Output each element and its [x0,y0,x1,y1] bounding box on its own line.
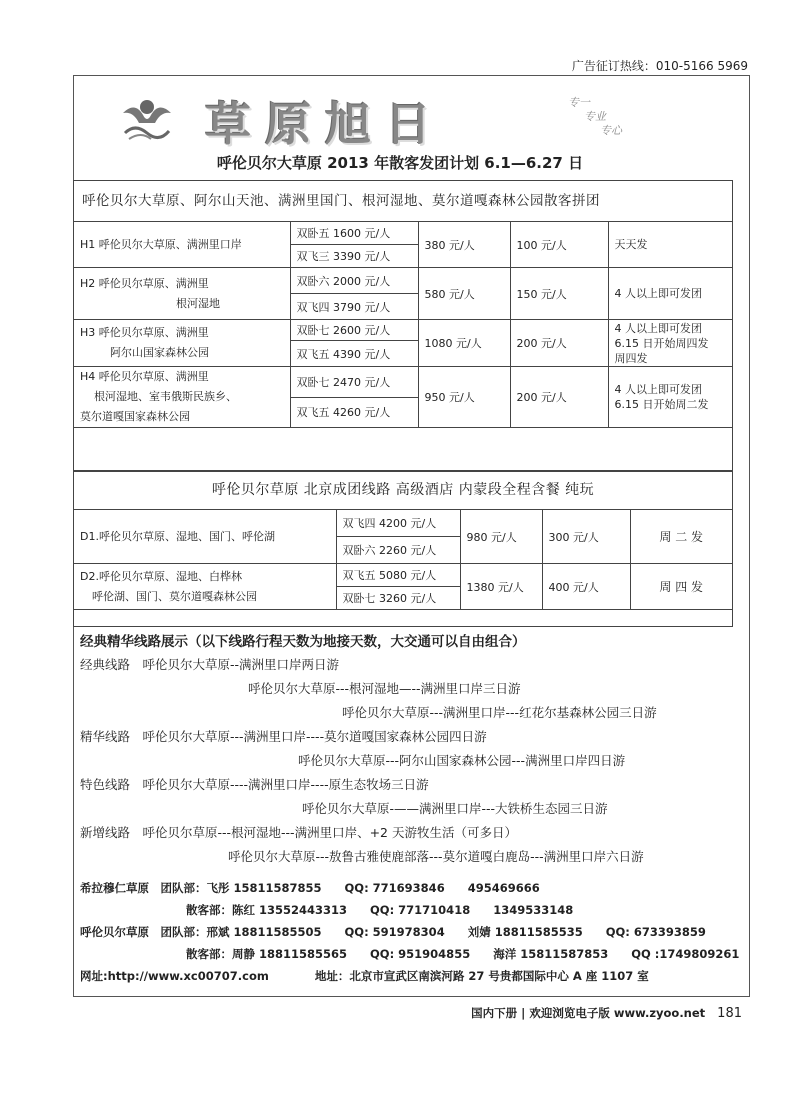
list-item: 呼伦贝尔大草原-——满洲里口岸---大铁桥生态园三日游 [302,801,608,816]
local-price: 950 元/人 [418,367,510,428]
extra-price: 150 元/人 [510,268,608,320]
route-table [74,510,732,610]
price-cell: 双飞五 4390 元/人 [290,341,418,367]
departure-note: 4 人以上即可发团 6.15 日开始周四发 周四发 [608,320,732,367]
local-price: 980 元/人 [460,510,542,564]
price-cell: 双卧七 2470 元/人 [290,367,418,398]
extra-price: 200 元/人 [510,320,608,367]
route-name: H1 呼伦贝尔大草原、满洲里口岸 [74,222,290,268]
local-price: 380 元/人 [418,222,510,268]
departure-note: 4 人以上即可发团 6.15 日开始周二发 [608,367,732,428]
table-row [74,320,732,341]
route-name: H2 呼伦贝尔草原、满洲里 根河湿地 [74,268,290,320]
contact-line: 散客部：周静 18811585565 QQ: 951904855 海洋 15811587853 QQ :1749809261 [186,947,740,961]
contact-line: 呼伦贝尔草原 团队部：邢斌 18811585505 QQ: 591978304 刘婧 18811585535 QQ: 673393859 [80,925,706,939]
plan-title: 呼伦贝尔大草原 2013 年散客发团计划 6.1—6.27 日 [216,154,584,172]
price-cell: 双飞五 5080 元/人 [336,564,460,587]
classic-routes-title: 经典精华线路展示（以下线路行程天数为地接天数，大交通可以自由组合） [80,634,526,650]
price-cell: 双飞四 3790 元/人 [290,294,418,320]
list-item: 经典线路 呼伦贝尔大草原--满洲里口岸两日游 [80,657,340,672]
table-row [74,564,732,587]
route-name: H3 呼伦贝尔草原、满洲里 阿尔山国家森林公园 [74,320,290,367]
price-cell: 双飞四 4200 元/人 [336,510,460,537]
list-item: 新增线路 呼伦贝尔草原---根河湿地---满洲里口岸、+2 天游牧生活（可多日） [80,825,517,840]
list-item: 特色线路 呼伦贝尔大草原----满洲里口岸----原生态牧场三日游 [80,777,429,792]
extra-price: 200 元/人 [510,367,608,428]
list-item: 呼伦贝尔大草原---根河湿地—--满洲里口岸三日游 [248,681,521,696]
price-cell: 双飞三 3390 元/人 [290,245,418,268]
route-name: D2.呼伦贝尔草原、湿地、白桦林 呼伦湖、国门、莫尔道嘎森林公园 [74,564,336,610]
extra-price: 100 元/人 [510,222,608,268]
price-cell: 双卧七 3260 元/人 [336,587,460,610]
ad-hotline: 广告征订热线：010-5166 5969 [571,59,748,73]
table-row [74,510,732,537]
logo-emblem-icon [115,93,179,145]
beijing-tour-heading: 呼伦贝尔草原 北京成团线路 高级酒店 内蒙段全程含餐 纯玩 [74,471,732,510]
slogan-line: 专心 [600,124,622,137]
local-price: 1380 元/人 [460,564,542,610]
table-row [74,367,732,398]
extra-price: 400 元/人 [542,564,630,610]
route-table [74,222,732,428]
list-item: 呼伦贝尔大草原---满洲里口岸---红花尔基森林公园三日游 [342,705,657,720]
group-tour-table [73,180,733,472]
footer-text: 国内下册 | 欢迎浏览电子版 www.zyoo.net [471,1006,706,1020]
list-item: 呼伦贝尔大草原---敖鲁古雅使鹿部落---莫尔道嘎白鹿岛---满洲里口岸六日游 [228,849,644,864]
departure-note: 天天发 [608,222,732,268]
price-cell: 双卧六 2260 元/人 [336,537,460,564]
slogan-line: 专业 [584,110,606,123]
local-price: 580 元/人 [418,268,510,320]
logo-area [105,88,665,150]
departure-note: 4 人以上即可发团 [608,268,732,320]
list-item: 呼伦贝尔大草原---阿尔山国家森林公园---满洲里口岸四日游 [298,753,626,768]
departure-note: 周 四 发 [630,564,732,610]
slogan-line: 专一 [568,96,590,109]
price-cell: 双卧七 2600 元/人 [290,320,418,341]
table-row [74,222,732,245]
page-footer [471,1005,742,1021]
price-cell: 双飞五 4260 元/人 [290,397,418,428]
beijing-tour-table [73,470,733,627]
list-item: 精华线路 呼伦贝尔大草原---满洲里口岸----莫尔道嘎国家森林公园四日游 [80,729,487,744]
brand-slogan [568,96,622,138]
price-cell: 双卧五 1600 元/人 [290,222,418,245]
table-row [74,268,732,294]
local-price: 1080 元/人 [418,320,510,367]
group-tour-heading: 呼伦贝尔大草原、阿尔山天池、满洲里国门、根河湿地、莫尔道嘎森林公园散客拼团 [74,181,732,222]
route-name: D1.呼伦贝尔草原、湿地、国门、呼伦湖 [74,510,336,564]
contact-line: 网址:http://www.xc00707.com 地址：北京市宣武区南滨河路 27 号贵都国际中心 A 座 1107 室 [80,969,649,983]
extra-price: 300 元/人 [542,510,630,564]
departure-note: 周 二 发 [630,510,732,564]
price-cell: 双卧六 2000 元/人 [290,268,418,294]
contact-line: 散客部：陈红 13552443313 QQ: 771710418 1349533148 [186,903,574,917]
contact-line: 希拉穆仁草原 团队部：飞彤 15811587855 QQ: 771693846 495469666 [80,881,540,895]
route-name: H4 呼伦贝尔草原、满洲里 根河湿地、室韦俄斯民族乡、 莫尔道嘎国家森林公园 [74,367,290,428]
brand-name: 草原旭日 [205,97,445,151]
page-number: 181 [717,1006,742,1021]
